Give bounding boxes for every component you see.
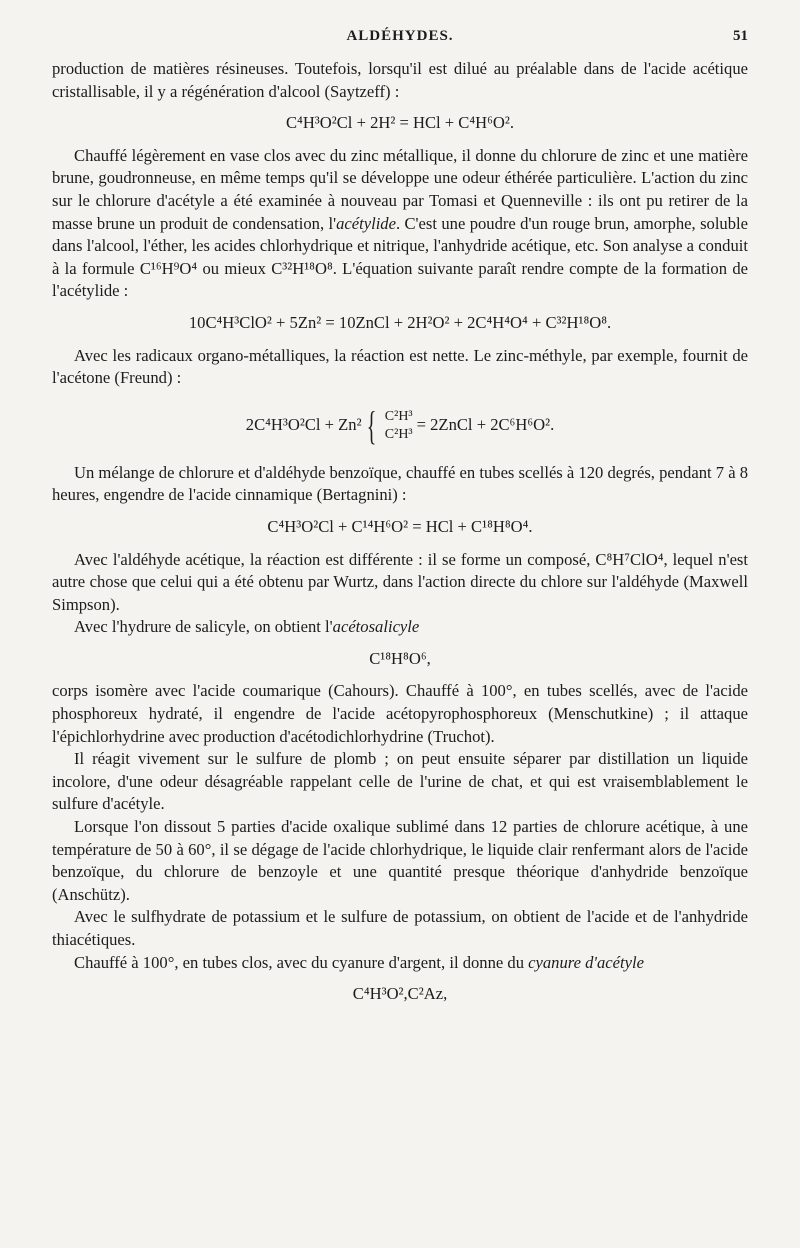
formula-left: 2C⁴H³O²Cl + Zn² bbox=[245, 415, 362, 435]
paragraph: Avec le sulfhydrate de potassium et le sulfure de potassium, on obtient de l'acide et de l'anhydride thiacétiques. bbox=[52, 907, 748, 949]
formula-acetosalicyle: C¹⁸H⁸O⁶, bbox=[369, 648, 431, 668]
page-number: 51 bbox=[733, 28, 748, 44]
page-header bbox=[52, 28, 748, 48]
term-acetosalicyle: acétosalicyle bbox=[332, 617, 420, 637]
formula-acetylide: 10C⁴H³ClO² + 5Zn² = 10ZnCl + 2H²O² + 2C⁴H⁴O⁴ + C³²H¹⁸O⁸. bbox=[188, 312, 612, 332]
paragraph: Chauffé légèrement en vase clos avec du zinc métallique, il donne du chlorure de zinc et une matière brune, goudronneuse, en même temps qu'il se développe une odeur éthérée particulière. L'action du zinc sur le chlorure d'acétyle a été examinée à nouveau par Tomasi et Quenneville : ils ont pu retirer de la masse brune un produit de condensation, l'acétylide. C'est une poudre d'un rouge brun, amorphe, soluble dans l'alcool, l'éther, les acides chlorhydrique et nitrique, l'anhydride acétique, etc. Son analyse a conduit à la formule C¹⁶H⁹O⁴ ou mieux C³²H¹⁸O⁸. L'équation suivante paraît rendre compte de la formation de l'acétylide : bbox=[52, 145, 748, 301]
running-title: ALDÉHYDES. bbox=[346, 28, 454, 44]
page-body bbox=[52, 58, 748, 1016]
term-cyanure: cyanure d'acétyle bbox=[528, 952, 644, 972]
paragraph: corps isomère avec l'acide coumarique (Cahours). Chauffé à 100°, en tubes scellés, avec de l'acide phosphoreux hydraté, il engendre de l'acide acétopyrophosphoreux (Menschutkine) ; il attaque l'épichlorhydrine avec production d'acétodichlorhydrine (Truchot). bbox=[52, 681, 748, 746]
term-acetylide: acétylide bbox=[336, 213, 396, 233]
formula-cyanure: C⁴H³O²,C²Az, bbox=[352, 984, 448, 1004]
paragraph: Lorsque l'on dissout 5 parties d'acide oxalique sublimé dans 12 parties de chlorure acétique, à une température de 50 à 60°, il se dégage de l'acide chlorhydrique, le liquide clair renfermant alors de l'acide benzoïque, du chlorure de benzoyle et une quantité presque théorique d'anhydride benzoïque (Anschütz). bbox=[52, 817, 748, 904]
brace-open-icon: { bbox=[366, 402, 376, 448]
formula-stack: C²H³ C²H³ bbox=[384, 408, 413, 442]
paragraph: Avec l'aldéhyde acétique, la réaction est différente : il se forme un composé, C⁸H⁷ClO⁴, lequel n'est autre chose que celui qui a été obtenu par Wurtz, dans l'action directe du chlore sur l'aldéhyde (Maxwell Simpson). bbox=[52, 549, 748, 614]
formula-right: = 2ZnCl + 2C⁶H⁶O². bbox=[416, 415, 555, 435]
paragraph: Un mélange de chlorure et d'aldéhyde benzoïque, chauffé en tubes scellés à 120 degrés, pendant 7 à 8 heures, engendre de l'acide cinnamique (Bertagnini) : bbox=[52, 462, 749, 505]
formula-zinc-methyl bbox=[52, 402, 748, 450]
formula-saytzeff: C⁴H³O²Cl + 2H² = HCl + C⁴H⁶O². bbox=[285, 113, 515, 133]
paragraph: Avec les radicaux organo-métalliques, la réaction est nette. Le zinc-méthyle, par exemple, fournit de l'acétone (Freund) : bbox=[52, 345, 748, 388]
formula-cinnamic: C⁴H³O²Cl + C¹⁴H⁶O² = HCl + C¹⁸H⁸O⁴. bbox=[267, 516, 533, 536]
paragraph: production de matières résineuses. Toutefois, lorsqu'il est dilué au préalable dans de l'acide acétique cristallisable, il y a régénération d'alcool (Saytzeff) : bbox=[52, 59, 748, 101]
paragraph: Il réagit vivement sur le sulfure de plomb ; on peut ensuite séparer par distillation un liquide incolore, d'une odeur désagréable rappelant celle de l'urine de chat, et qui est vraisemblablement le sulfure d'acétyle. bbox=[52, 749, 748, 814]
paragraph: Avec l'hydrure de salicyle, on obtient l'acétosalicyle bbox=[74, 617, 420, 637]
paragraph: Chauffé à 100°, en tubes clos, avec du cyanure d'argent, il donne du cyanure d'acétyle bbox=[74, 952, 644, 972]
